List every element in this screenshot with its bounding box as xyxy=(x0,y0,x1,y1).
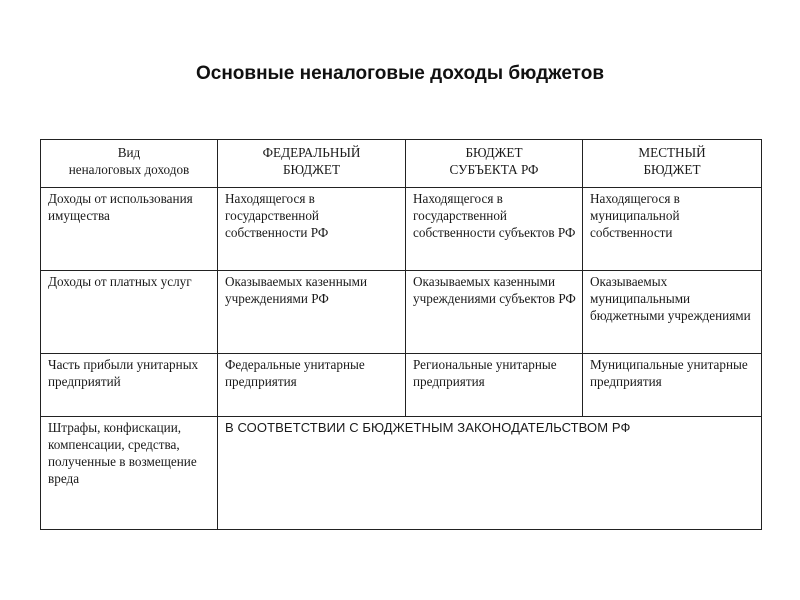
header-line: СУБЪЕКТА РФ xyxy=(449,162,539,177)
table-header-row xyxy=(41,140,762,188)
table-row xyxy=(41,417,762,530)
header-line: неналоговых доходов xyxy=(68,162,190,177)
cell-local: Оказываемых муниципальными бюджетными учреждениями xyxy=(583,271,762,354)
header-line: ФЕДЕРАЛЬНЫЙ xyxy=(262,145,361,160)
header-line: БЮДЖЕТ xyxy=(643,162,701,177)
header-local-budget xyxy=(583,140,762,188)
merged-note-cell: В СООТВЕТСТВИИ С БЮДЖЕТНЫМ ЗАКОНОДАТЕЛЬСТВОМ РФ xyxy=(218,417,762,530)
cell-federal: Оказываемых казенными учреждениями РФ xyxy=(218,271,406,354)
table-row xyxy=(41,188,762,271)
cell-regional: Находящегося в государственной собственности субъектов РФ xyxy=(406,188,583,271)
table-row xyxy=(41,354,762,417)
page-title: Основные неналоговые доходы бюджетов xyxy=(195,63,605,84)
cell-local: Находящегося в муниципальной собственности xyxy=(583,188,762,271)
cell-revenue-type: Доходы от платных услуг xyxy=(41,271,218,354)
cell-revenue-type: Штрафы, конфискации, компенсации, средства, полученные в возмещение вреда xyxy=(41,417,218,530)
header-revenue-type xyxy=(41,140,218,188)
cell-federal: Федеральные унитарные предприятия xyxy=(218,354,406,417)
header-line: БЮДЖЕТ xyxy=(465,145,523,160)
cell-regional: Оказываемых казенными учреждениями субъектов РФ xyxy=(406,271,583,354)
cell-revenue-type: Часть прибыли унитарных предприятий xyxy=(41,354,218,417)
cell-federal: Находящегося в государственной собственности РФ xyxy=(218,188,406,271)
header-regional-budget xyxy=(406,140,583,188)
cell-regional: Региональные унитарные предприятия xyxy=(406,354,583,417)
header-federal-budget xyxy=(218,140,406,188)
table-row xyxy=(41,271,762,354)
cell-local: Муниципальные унитарные предприятия xyxy=(583,354,762,417)
header-line: МЕСТНЫЙ xyxy=(638,145,706,160)
header-line: Вид xyxy=(117,145,141,160)
non-tax-revenue-table xyxy=(40,139,762,530)
cell-revenue-type: Доходы от использования имущества xyxy=(41,188,218,271)
header-line: БЮДЖЕТ xyxy=(282,162,341,177)
